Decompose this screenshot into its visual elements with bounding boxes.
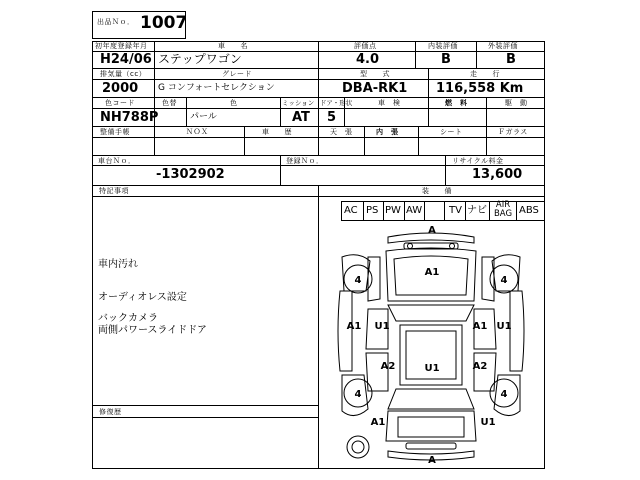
damage-mark-left-rear-door: A2 bbox=[380, 361, 396, 372]
equipment-pw: PW bbox=[385, 205, 401, 216]
remark-note: 車内汚れ bbox=[98, 259, 138, 270]
mission-label: ミッション bbox=[282, 99, 315, 107]
equipment-ac: AC bbox=[344, 205, 358, 216]
damage-mark-rear-bumper: A bbox=[428, 455, 436, 466]
exterior-value: B bbox=[506, 52, 516, 67]
damage-mark-rear-left-wheel: 4 bbox=[354, 389, 362, 400]
exterior-label: 外装評価 bbox=[488, 42, 518, 50]
drive-label: 駆 動 bbox=[505, 99, 528, 107]
recycle-value: 13,600 bbox=[472, 167, 523, 182]
doors-label: ドア・形状 bbox=[320, 99, 353, 107]
recycle-label: リサイクル料金 bbox=[452, 157, 504, 165]
color-code-value: NH788P bbox=[100, 110, 159, 125]
doors-value: 5 bbox=[327, 110, 337, 125]
equipment-airbag: AIR BAG bbox=[493, 200, 513, 219]
history-label: 車 歴 bbox=[262, 128, 292, 136]
equipment-abs: ABS bbox=[519, 205, 539, 216]
equipment-ps: PS bbox=[366, 205, 379, 216]
damage-mark-roof: U1 bbox=[424, 363, 440, 374]
inspection-label: 車 検 bbox=[378, 99, 401, 107]
damage-mark-left-rear-quarter: A1 bbox=[370, 417, 386, 428]
damage-mark-front-bumper: A bbox=[428, 225, 436, 236]
lot-number: 1007 bbox=[140, 13, 188, 33]
damage-mark-hood: A1 bbox=[424, 267, 440, 278]
manual-label: 整備手帳 bbox=[100, 128, 130, 136]
remarks-label: 特記事項 bbox=[99, 187, 129, 195]
lot-number-label: 出品Ｎｏ． bbox=[97, 18, 135, 26]
first-reg-label: 初年度登録年月 bbox=[95, 42, 148, 50]
remark-note: オーディオレス設定 bbox=[98, 292, 187, 303]
mileage-value: 116,558 Km bbox=[436, 81, 524, 96]
car-name-label: 車 名 bbox=[218, 42, 248, 50]
car-damage-diagram bbox=[318, 221, 545, 469]
damage-mark-rear-right-wheel: 4 bbox=[500, 389, 508, 400]
model-label: 型 式 bbox=[360, 70, 390, 78]
seat-label: シート bbox=[440, 128, 463, 136]
equipment-navi: ナビ bbox=[467, 205, 487, 216]
remark-note: バックカメラ bbox=[98, 313, 158, 324]
interior-trim-label: 内 張 bbox=[376, 128, 399, 136]
remark-note: 両側パワースライドドア bbox=[98, 325, 207, 336]
damage-mark-front-right-wheel: 4 bbox=[500, 275, 508, 286]
color-label: 色 bbox=[230, 99, 238, 107]
displacement-label: 排気量（cc） bbox=[100, 70, 147, 78]
interior-value: B bbox=[441, 52, 451, 67]
equipment-label: 装 備 bbox=[422, 187, 452, 195]
equipment-aw: AW bbox=[406, 205, 423, 216]
color-code-label: 色コード bbox=[105, 99, 135, 107]
model-value: DBA-RK1 bbox=[342, 81, 408, 96]
damage-mark-left-front-door: A1 bbox=[346, 321, 362, 332]
grade-value: G コンフォートセレクション bbox=[158, 83, 275, 93]
chassis-value: -1302902 bbox=[156, 167, 225, 182]
grade-label: グレード bbox=[222, 70, 252, 78]
color-value: パール bbox=[190, 112, 217, 122]
mileage-label: 走 行 bbox=[470, 70, 500, 78]
first-reg-value: H24/06 bbox=[100, 52, 152, 67]
roof-label: 天 張 bbox=[330, 128, 353, 136]
interior-label: 内装評価 bbox=[428, 42, 458, 50]
reg-no-label: 登録Ｎｏ． bbox=[286, 157, 324, 165]
score-label: 評価点 bbox=[354, 42, 377, 50]
nox-label: ＮＯＸ bbox=[186, 128, 209, 136]
displacement-value: 2000 bbox=[102, 81, 139, 96]
mission-value: AT bbox=[292, 110, 310, 125]
damage-mark-right-rear-door: A2 bbox=[472, 361, 488, 372]
car-name-value: ステップワゴン bbox=[158, 52, 242, 66]
damage-mark-right-front-door: A1 bbox=[472, 321, 488, 332]
color-no-label: 色替 bbox=[162, 99, 177, 107]
score-value: 4.0 bbox=[356, 52, 380, 67]
equipment-tv: TV bbox=[449, 205, 462, 216]
damage-mark-left-front-door-inner: U1 bbox=[374, 321, 390, 332]
fuel-label: 燃 料 bbox=[445, 99, 468, 107]
damage-mark-right-rear-quarter: U1 bbox=[480, 417, 496, 428]
damage-mark-front-left-wheel: 4 bbox=[354, 275, 362, 286]
chassis-label: 車台Ｎｏ． bbox=[98, 157, 136, 165]
damage-mark-right-front-door-inner: U1 bbox=[496, 321, 512, 332]
glass-label: Ｆガラス bbox=[498, 128, 528, 136]
repair-label: 修復歴 bbox=[99, 408, 122, 416]
